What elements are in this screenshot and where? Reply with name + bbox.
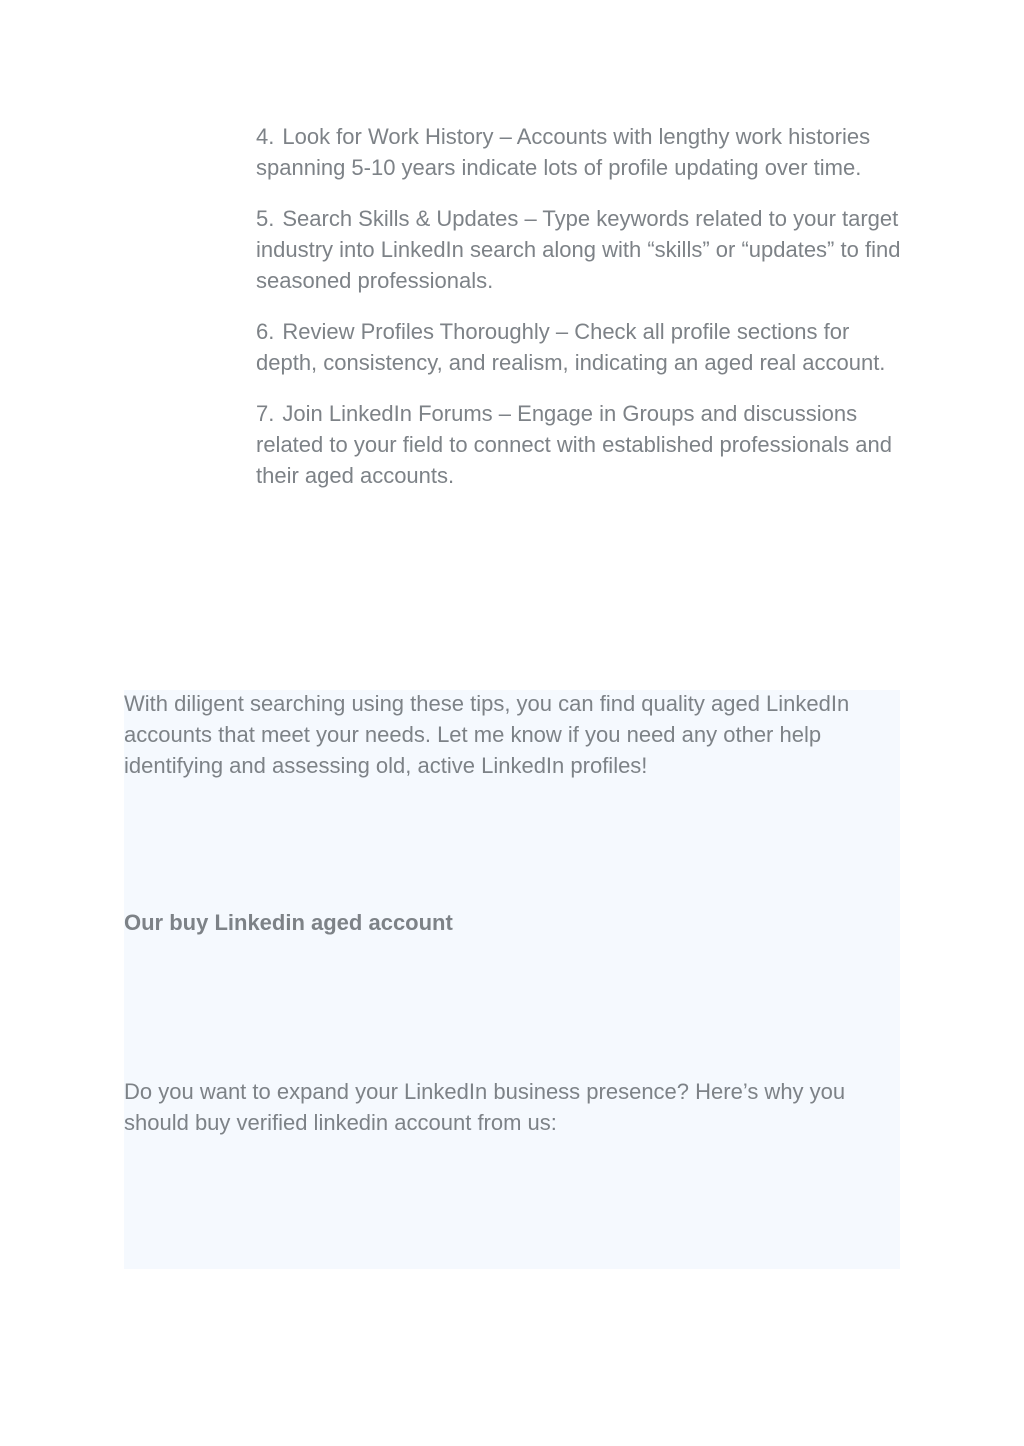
list-item-text: Search Skills & Updates – Type keywords related to your target industry into LinkedIn search along with “skills” or “updates” to find seasoned professionals. [256,206,901,293]
list-item [256,121,906,183]
list-item-number: 4. [256,124,275,149]
question-paragraph: Do you want to expand your LinkedIn business presence? Here’s why you should buy verified linkedin account from us: [124,1079,846,1135]
list-item [256,203,906,296]
list-item-number: 6. [256,319,275,344]
list-item-number: 7. [256,401,275,426]
list-item-text: Review Profiles Thoroughly – Check all profile sections for depth, consistency, and realism, indicating an aged real account. [256,319,886,375]
list-item-number: 5. [256,206,275,231]
tips-list [256,121,906,511]
list-item [256,316,906,378]
list-item [256,398,906,491]
closing-paragraph: With diligent searching using these tips, you can find quality aged LinkedIn accounts that meet your needs. Let me know if you need any other help identifying and assessing old, active LinkedIn profiles! [124,691,850,778]
list-item-text: Join LinkedIn Forums – Engage in Groups and discussions related to your field to connect with established professionals and their aged accounts. [256,401,892,488]
list-item-text: Look for Work History – Accounts with lengthy work histories spanning 5-10 years indicate lots of profile updating over time. [256,124,871,180]
section-heading: Our buy Linkedin aged account [124,910,453,935]
